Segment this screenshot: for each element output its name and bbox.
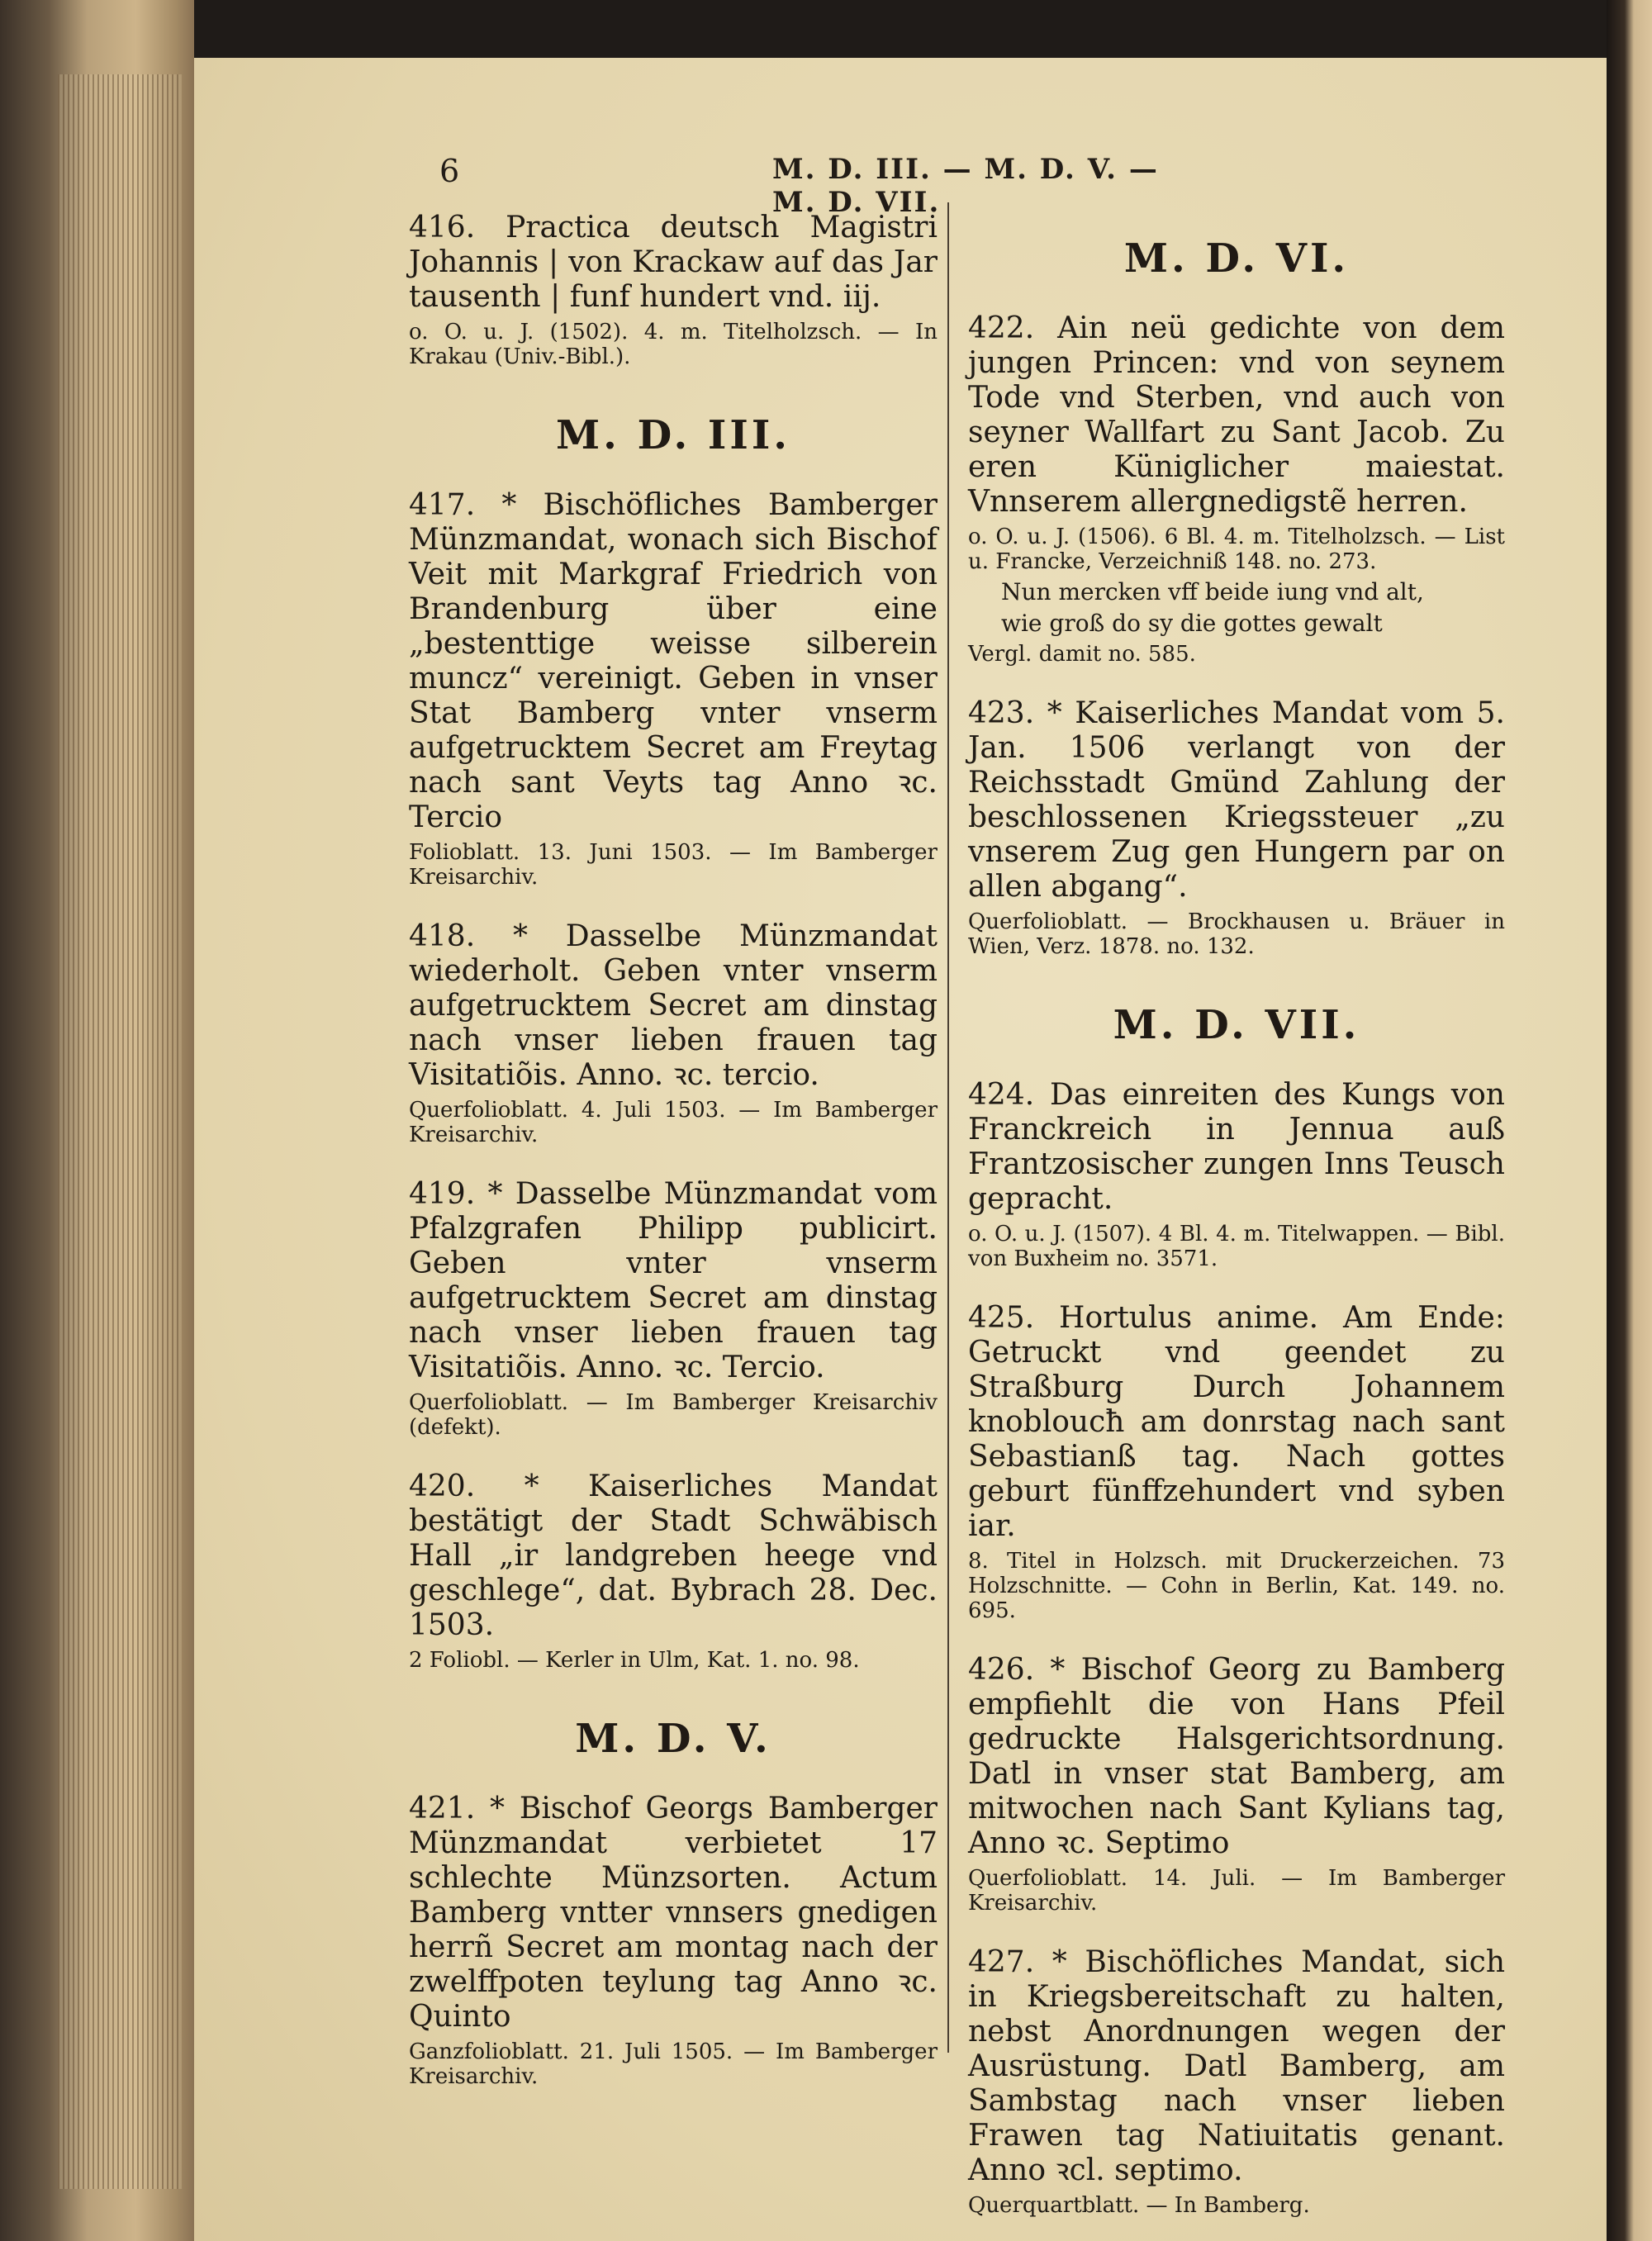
page-header bbox=[244, 153, 1210, 219]
year-heading: M. D. VII. bbox=[1113, 1002, 1360, 1048]
entry-meta: Folioblatt. 13. Juni 1503. — Im Bamberger Kreisarchiv. bbox=[409, 840, 938, 890]
quote-line: wie groß do sy die gottes gewalt bbox=[1001, 610, 1383, 637]
year-heading: M. D. V. bbox=[575, 1716, 771, 1762]
entry-text: 418. * Dasselbe Münzmandat wiederholt. Geben vnter vnserm aufgetrucktem Secret am dinstag nach vnser lieben frauen tag Visitatiõis. Anno. ꝛc. tercio. bbox=[409, 919, 938, 1092]
entry-meta: 8. Titel in Holzsch. mit Druckerzeichen. 73 Holzschnitte. — Cohn in Berlin, Kat. 149. no. 695. bbox=[968, 1549, 1505, 1623]
entry-meta: Querquartblatt. — In Bamberg. bbox=[968, 2193, 1310, 2218]
entry-424 bbox=[968, 1078, 1505, 1271]
entry-420 bbox=[409, 1469, 938, 1673]
entry-417 bbox=[409, 488, 938, 890]
entry-text: 419. * Dasselbe Münzmandat vom Pfalzgrafen Philipp publicirt. Geben vnter vnserm aufgetrucktem Secret am dinstag nach vnser lieben frauen tag Visitatiõis. Anno. ꝛc. Tercio. bbox=[409, 1177, 938, 1384]
entry-meta: Ganzfolioblatt. 21. Juli 1505. — Im Bamberger Kreisarchiv. bbox=[409, 2039, 938, 2089]
entry-422 bbox=[968, 311, 1505, 667]
entry-425 bbox=[968, 1301, 1505, 1623]
entry-text: 425. Hortulus anime. Am Ende: Getruckt vnd geendet zu Straßburg Durch Johannem knobloucħ am donrstag nach sant Sebastianß tag. Nach gottes geburt fünffzehundert vnd syben iar. bbox=[968, 1301, 1505, 1543]
entry-meta: Querfolioblatt. — Brockhausen u. Bräuer in Wien, Verz. 1878. no. 132. bbox=[968, 909, 1505, 959]
entry-text: 423. * Kaiserliches Mandat vom 5. Jan. 1506 verlangt von der Reichsstadt Gmünd Zahlung der beschlossenen Kriegssteuer „zu vnserem Zug gen Hungern par on allen abgang“. bbox=[968, 696, 1505, 904]
left-column bbox=[409, 211, 938, 2089]
entry-text: 427. * Bischöfliches Mandat, sich in Kriegsbereitschaft zu halten, nebst Anordnungen wegen der Ausrüstung. Datl Bamberg, am Sambstag nach vnser lieben Frawen tag Natiuitatis genant. Anno ꝛcl. septimo. bbox=[968, 1945, 1505, 2187]
book-page-edges bbox=[0, 0, 194, 2241]
entry-text: 420. * Kaiserliches Mandat bestätigt der Stadt Schwäbisch Hall „ir landgreben heege vnd geschlege“, dat. Bybrach 28. Dec. 1503. bbox=[409, 1469, 938, 1642]
entry-meta: o. O. u. J. (1502). 4. m. Titelholzsch. — In Krakau (Univ.-Bibl.). bbox=[409, 320, 938, 369]
right-column bbox=[968, 235, 1505, 2218]
book-right-edge bbox=[1607, 0, 1652, 2241]
quote-line: Nun mercken vff beide iung vnd alt, bbox=[1001, 578, 1424, 605]
entry-meta: o. O. u. J. (1506). 6 Bl. 4. m. Titelholzsch. — List u. Francke, Verzeichniß 148. no. 273. bbox=[968, 525, 1505, 574]
background-top bbox=[0, 0, 1652, 59]
running-title: M. D. III. — M. D. V. — M. D. VII. bbox=[772, 153, 1159, 219]
entry-text: 417. * Bischöfliches Bamberger Münzmandat, wonach sich Bischof Veit mit Markgraf Friedrich von Brandenburg über eine „bestenttige weisse silberein muncz“ vereinigt. Geben in vnser Stat Bamberg vnter vnserm aufgetrucktem Secret am Freytag nach sant Veyts tag Anno ꝛc. Tercio bbox=[409, 488, 938, 834]
entry-text: 424. Das einreiten des Kungs von Franckreich in Jennua auß Frantzosischer zungen Inns Teusch gepracht. bbox=[968, 1078, 1505, 1216]
page-number: 6 bbox=[439, 153, 462, 189]
entry-reference: Vergl. damit no. 585. bbox=[968, 642, 1196, 667]
entry-416 bbox=[409, 211, 938, 369]
entry-423 bbox=[968, 696, 1505, 959]
entry-text: 422. Ain neü gedichte von dem jungen Princen: vnd von seynem Tode vnd Sterben, vnd auch von seyner Wallfart zu Sant Jacob. Zu eren Küniglicher maiestat. Vnnserem allergnedigstẽ herren. bbox=[968, 311, 1505, 519]
column-divider bbox=[947, 202, 949, 2053]
entry-text: 421. * Bischof Georgs Bamberger Münzmandat verbietet 17 schlechte Münzsorten. Actum Bamberg vntter vnnsers gnedigen herrñ Secret am montag nach der zwelffpoten teylung tag Anno ꝛc. Quinto bbox=[409, 1792, 938, 2034]
entry-meta: Querfolioblatt. 4. Juli 1503. — Im Bamberger Kreisarchiv. bbox=[409, 1098, 938, 1147]
page-edge-stripes bbox=[58, 74, 182, 2189]
entry-427 bbox=[968, 1945, 1505, 2218]
entry-421 bbox=[409, 1792, 938, 2089]
entry-meta: 2 Foliobl. — Kerler in Ulm, Kat. 1. no. 98. bbox=[409, 1648, 860, 1673]
year-heading: M. D. VI. bbox=[1123, 235, 1350, 282]
entry-meta: Querfolioblatt. — Im Bamberger Kreisarchiv (defekt). bbox=[409, 1390, 938, 1440]
entry-419 bbox=[409, 1177, 938, 1440]
year-heading: M. D. III. bbox=[556, 412, 790, 458]
entry-text: 426. * Bischof Georg zu Bamberg empfiehlt die von Hans Pfeil gedruckte Halsgerichtsordnung. Datl in vnser stat Bamberg, am mitwochen nach Sant Kylians tag, Anno ꝛc. Septimo bbox=[968, 1653, 1505, 1860]
entry-text: 416. Practica deutsch Magistri Johannis | von Krackaw auf das Jar tausenth | funf hundert vnd. iij. bbox=[409, 211, 938, 314]
entry-418 bbox=[409, 919, 938, 1147]
entry-meta: Querfolioblatt. 14. Juli. — Im Bamberger Kreisarchiv. bbox=[968, 1866, 1505, 1916]
entry-meta: o. O. u. J. (1507). 4 Bl. 4. m. Titelwappen. — Bibl. von Buxheim no. 3571. bbox=[968, 1222, 1505, 1271]
entry-426 bbox=[968, 1653, 1505, 1916]
